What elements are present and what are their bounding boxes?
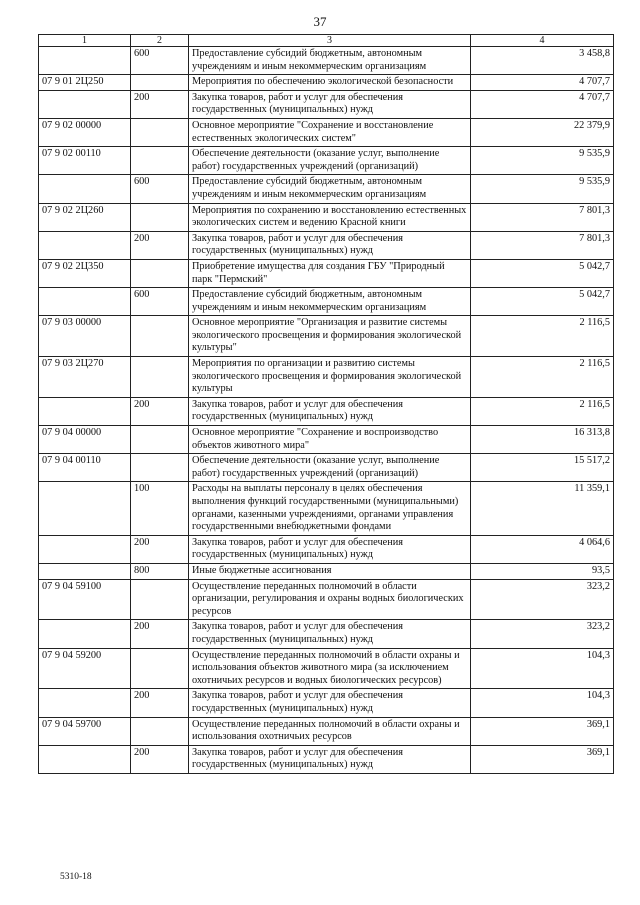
code-cell xyxy=(39,563,131,579)
kind-cell xyxy=(131,579,189,620)
name-cell: Мероприятия по сохранению и восстановлению естественных экологических систем и ведению Красной книги xyxy=(189,203,471,231)
amount-cell: 369,1 xyxy=(471,745,614,773)
code-cell xyxy=(39,175,131,203)
amount-cell: 323,2 xyxy=(471,579,614,620)
kind-cell xyxy=(131,203,189,231)
name-cell: Мероприятия по обеспечению экологической безопасности xyxy=(189,75,471,91)
column-header-amount: 4 xyxy=(471,35,614,47)
table-row xyxy=(39,203,614,231)
name-cell: Закупка товаров, работ и услуг для обеспечения государственных (муниципальных) нужд xyxy=(189,745,471,773)
name-cell: Мероприятия по организации и развитию системы экологического просвещения и формирования экологической культуры xyxy=(189,357,471,398)
kind-cell: 600 xyxy=(131,175,189,203)
kind-cell xyxy=(131,147,189,175)
code-cell xyxy=(39,620,131,648)
name-cell: Предоставление субсидий бюджетным, автономным учреждениям и иным некоммерческим организациям xyxy=(189,175,471,203)
table-row xyxy=(39,579,614,620)
code-cell: 07 9 04 00110 xyxy=(39,454,131,482)
code-cell xyxy=(39,288,131,316)
table-row xyxy=(39,620,614,648)
amount-cell: 2 116,5 xyxy=(471,316,614,357)
kind-cell: 200 xyxy=(131,231,189,259)
table-row xyxy=(39,147,614,175)
code-cell xyxy=(39,47,131,75)
name-cell: Осуществление переданных полномочий в области организации, регулирования и охраны водных биологических ресурсов xyxy=(189,579,471,620)
kind-cell: 200 xyxy=(131,535,189,563)
kind-cell: 200 xyxy=(131,745,189,773)
code-cell xyxy=(39,90,131,118)
table-row xyxy=(39,426,614,454)
kind-cell: 800 xyxy=(131,563,189,579)
page-number: 37 xyxy=(313,14,327,29)
name-cell: Закупка товаров, работ и услуг для обеспечения государственных (муниципальных) нужд xyxy=(189,231,471,259)
table-row xyxy=(39,90,614,118)
table-row xyxy=(39,75,614,91)
amount-cell: 9 535,9 xyxy=(471,147,614,175)
name-cell: Закупка товаров, работ и услуг для обеспечения государственных (муниципальных) нужд xyxy=(189,620,471,648)
kind-cell xyxy=(131,75,189,91)
name-cell: Закупка товаров, работ и услуг для обеспечения государственных (муниципальных) нужд xyxy=(189,535,471,563)
amount-cell: 5 042,7 xyxy=(471,288,614,316)
kind-cell: 200 xyxy=(131,620,189,648)
amount-cell: 93,5 xyxy=(471,563,614,579)
table-row xyxy=(39,397,614,425)
name-cell: Расходы на выплаты персоналу в целях обеспечения выполнения функций государственными (муниципальными) органами, казенными учреждениями, органами управления государственными внебюджетными фондами xyxy=(189,482,471,535)
table-row xyxy=(39,482,614,535)
kind-cell: 200 xyxy=(131,689,189,717)
code-cell xyxy=(39,482,131,535)
code-cell: 07 9 02 00110 xyxy=(39,147,131,175)
table-row xyxy=(39,745,614,773)
kind-cell xyxy=(131,316,189,357)
amount-cell: 104,3 xyxy=(471,648,614,689)
kind-cell xyxy=(131,648,189,689)
name-cell: Приобретение имущества для создания ГБУ "Природный парк "Пермский" xyxy=(189,259,471,287)
kind-cell xyxy=(131,717,189,745)
code-cell: 07 9 04 59200 xyxy=(39,648,131,689)
amount-cell: 9 535,9 xyxy=(471,175,614,203)
amount-cell: 369,1 xyxy=(471,717,614,745)
kind-cell: 600 xyxy=(131,288,189,316)
table-row xyxy=(39,535,614,563)
table-header-row xyxy=(39,35,614,47)
name-cell: Основное мероприятие "Сохранение и восстановление естественных экологических систем" xyxy=(189,118,471,146)
amount-cell: 22 379,9 xyxy=(471,118,614,146)
amount-cell: 104,3 xyxy=(471,689,614,717)
amount-cell: 4 064,6 xyxy=(471,535,614,563)
name-cell: Осуществление переданных полномочий в области охраны и использования охотничьих ресурсов xyxy=(189,717,471,745)
code-cell: 07 9 02 00000 xyxy=(39,118,131,146)
column-header-code: 1 xyxy=(39,35,131,47)
kind-cell xyxy=(131,259,189,287)
table-row xyxy=(39,563,614,579)
name-cell: Осуществление переданных полномочий в области охраны и использования объектов животного мира (за исключением охотничьих ресурсов и водных биологических ресурсов) xyxy=(189,648,471,689)
name-cell: Закупка товаров, работ и услуг для обеспечения государственных (муниципальных) нужд xyxy=(189,397,471,425)
name-cell: Основное мероприятие "Организация и развитие системы экологического просвещения и формирования экологической культуры" xyxy=(189,316,471,357)
table-row xyxy=(39,648,614,689)
amount-cell: 4 707,7 xyxy=(471,75,614,91)
amount-cell: 3 458,8 xyxy=(471,47,614,75)
table-row xyxy=(39,47,614,75)
code-cell xyxy=(39,231,131,259)
table-row xyxy=(39,689,614,717)
amount-cell: 15 517,2 xyxy=(471,454,614,482)
code-cell: 07 9 03 2Ц270 xyxy=(39,357,131,398)
table-body xyxy=(39,47,614,774)
kind-cell xyxy=(131,454,189,482)
table-row xyxy=(39,118,614,146)
kind-cell xyxy=(131,118,189,146)
name-cell: Обеспечение деятельности (оказание услуг, выполнение работ) государственных учреждений (организаций) xyxy=(189,454,471,482)
code-cell: 07 9 02 2Ц350 xyxy=(39,259,131,287)
table-row xyxy=(39,454,614,482)
code-cell xyxy=(39,397,131,425)
kind-cell: 100 xyxy=(131,482,189,535)
code-cell xyxy=(39,745,131,773)
kind-cell: 200 xyxy=(131,90,189,118)
amount-cell: 2 116,5 xyxy=(471,397,614,425)
code-cell xyxy=(39,535,131,563)
column-header-name: 3 xyxy=(189,35,471,47)
amount-cell: 7 801,3 xyxy=(471,231,614,259)
kind-cell xyxy=(131,357,189,398)
name-cell: Иные бюджетные ассигнования xyxy=(189,563,471,579)
amount-cell: 4 707,7 xyxy=(471,90,614,118)
code-cell: 07 9 04 59700 xyxy=(39,717,131,745)
amount-cell: 323,2 xyxy=(471,620,614,648)
name-cell: Предоставление субсидий бюджетным, автономным учреждениям и иным некоммерческим организациям xyxy=(189,288,471,316)
table-row xyxy=(39,288,614,316)
kind-cell: 600 xyxy=(131,47,189,75)
column-header-kind: 2 xyxy=(131,35,189,47)
budget-table xyxy=(38,34,614,774)
table-row xyxy=(39,717,614,745)
name-cell: Основное мероприятие "Сохранение и воспроизводство объектов животного мира" xyxy=(189,426,471,454)
name-cell: Предоставление субсидий бюджетным, автономным учреждениям и иным некоммерческим организациям xyxy=(189,47,471,75)
code-cell xyxy=(39,689,131,717)
code-cell: 07 9 04 00000 xyxy=(39,426,131,454)
code-cell: 07 9 01 2Ц250 xyxy=(39,75,131,91)
amount-cell: 7 801,3 xyxy=(471,203,614,231)
code-cell: 07 9 03 00000 xyxy=(39,316,131,357)
table-row xyxy=(39,259,614,287)
table-row xyxy=(39,175,614,203)
table-row xyxy=(39,357,614,398)
name-cell: Закупка товаров, работ и услуг для обеспечения государственных (муниципальных) нужд xyxy=(189,689,471,717)
code-cell: 07 9 02 2Ц260 xyxy=(39,203,131,231)
name-cell: Закупка товаров, работ и услуг для обеспечения государственных (муниципальных) нужд xyxy=(189,90,471,118)
table-row xyxy=(39,316,614,357)
amount-cell: 2 116,5 xyxy=(471,357,614,398)
kind-cell: 200 xyxy=(131,397,189,425)
footer-doc-code: 5310-18 xyxy=(60,872,92,882)
amount-cell: 16 313,8 xyxy=(471,426,614,454)
code-cell: 07 9 04 59100 xyxy=(39,579,131,620)
name-cell: Обеспечение деятельности (оказание услуг, выполнение работ) государственных учреждений (организаций) xyxy=(189,147,471,175)
kind-cell xyxy=(131,426,189,454)
amount-cell: 11 359,1 xyxy=(471,482,614,535)
amount-cell: 5 042,7 xyxy=(471,259,614,287)
table-row xyxy=(39,231,614,259)
